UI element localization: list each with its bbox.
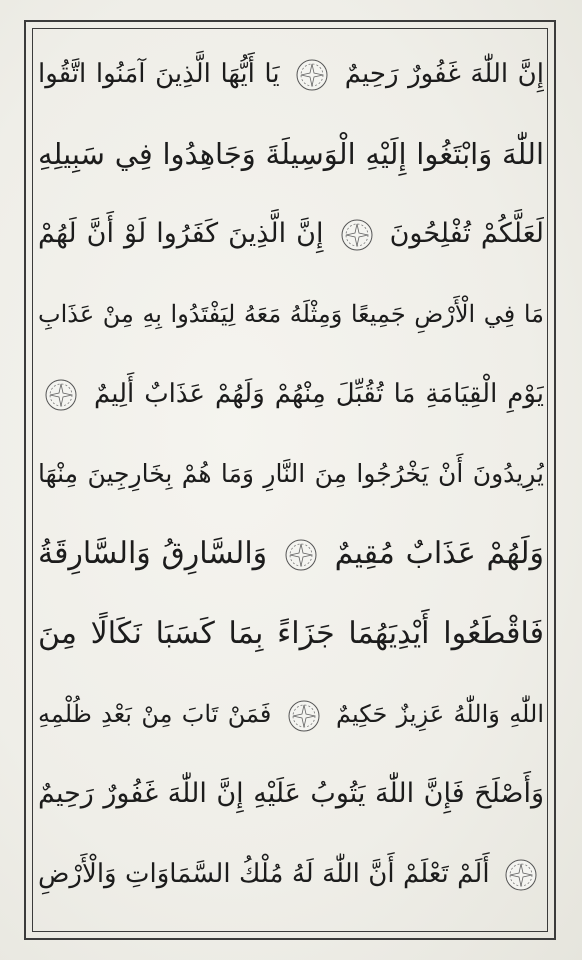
verse-segment: مَا فِي الْأَرْضِ جَمِيعًا وَمِثْلَهُ مَعَهُ لِيَفْتَدُوا بِهِ مِنْ عَذَابِ (38, 300, 544, 328)
verse-segment: يَا أَيُّهَا الَّذِينَ آمَنُوا اتَّقُوا (38, 59, 280, 89)
verse-segment: وَأَصْلَحَ فَإِنَّ اللّٰهَ يَتُوبُ عَلَيْهِ إِنَّ اللّٰهَ غَفُورٌ رَحِيمٌ (38, 778, 544, 809)
verse-end-rosette-icon (284, 538, 318, 572)
verse-end-rosette-icon (504, 858, 538, 892)
verse-end-rosette-icon (295, 58, 329, 92)
verse-segment: يُرِيدُونَ أَنْ يَخْرُجُوا مِنَ النَّارِ وَمَا هُمْ بِخَارِجِينَ مِنْهَا (38, 459, 544, 488)
text-line (38, 274, 544, 354)
text-line (38, 434, 544, 514)
text-line (38, 34, 544, 114)
verse-segment: فَاقْطَعُوا أَيْدِيَهُمَا جَزَاءً بِمَا كَسَبَا نَكَالًا مِنَ (38, 616, 544, 651)
text-line (38, 114, 544, 194)
verse-segment: يَوْمِ الْقِيَامَةِ مَا تُقُبِّلَ مِنْهُمْ وَلَهُمْ عَذَابٌ أَلِيمٌ (93, 379, 544, 409)
verse-segment: لَعَلَّكُمْ تُفْلِحُونَ (389, 218, 544, 249)
text-line (38, 514, 544, 594)
verse-segment: وَالسَّارِقُ وَالسَّارِقَةُ (38, 536, 268, 571)
verse-segment: اللّٰهِ وَاللّٰهُ عَزِيزٌ حَكِيمٌ (336, 700, 544, 728)
text-line (38, 754, 544, 834)
text-line (38, 834, 544, 914)
verse-end-rosette-icon (340, 218, 374, 252)
text-line (38, 354, 544, 434)
verse-segment: أَلَمْ تَعْلَمْ أَنَّ اللّٰهَ لَهُ مُلْكُ السَّمَاوَاتِ وَالْأَرْضِ (38, 859, 490, 889)
verse-segment: اللّٰهَ وَابْتَغُوا إِلَيْهِ الْوَسِيلَةَ وَجَاهِدُوا فِي سَبِيلِهِ (38, 137, 544, 171)
text-line (38, 194, 544, 274)
text-line (38, 674, 544, 754)
verse-end-rosette-icon (287, 699, 321, 733)
verse-segment: إِنَّ الَّذِينَ كَفَرُوا لَوْ أَنَّ لَهُمْ (38, 218, 324, 249)
arabic-text-block (38, 34, 544, 928)
verse-end-rosette-icon (44, 378, 78, 412)
text-line (38, 594, 544, 674)
verse-segment: إِنَّ اللّٰهَ غَفُورٌ رَحِيمٌ (344, 59, 544, 89)
verse-segment: وَلَهُمْ عَذَابٌ مُقِيمٌ (334, 536, 544, 571)
verse-segment: فَمَنْ تَابَ مِنْ بَعْدِ ظُلْمِهِ (38, 700, 272, 728)
